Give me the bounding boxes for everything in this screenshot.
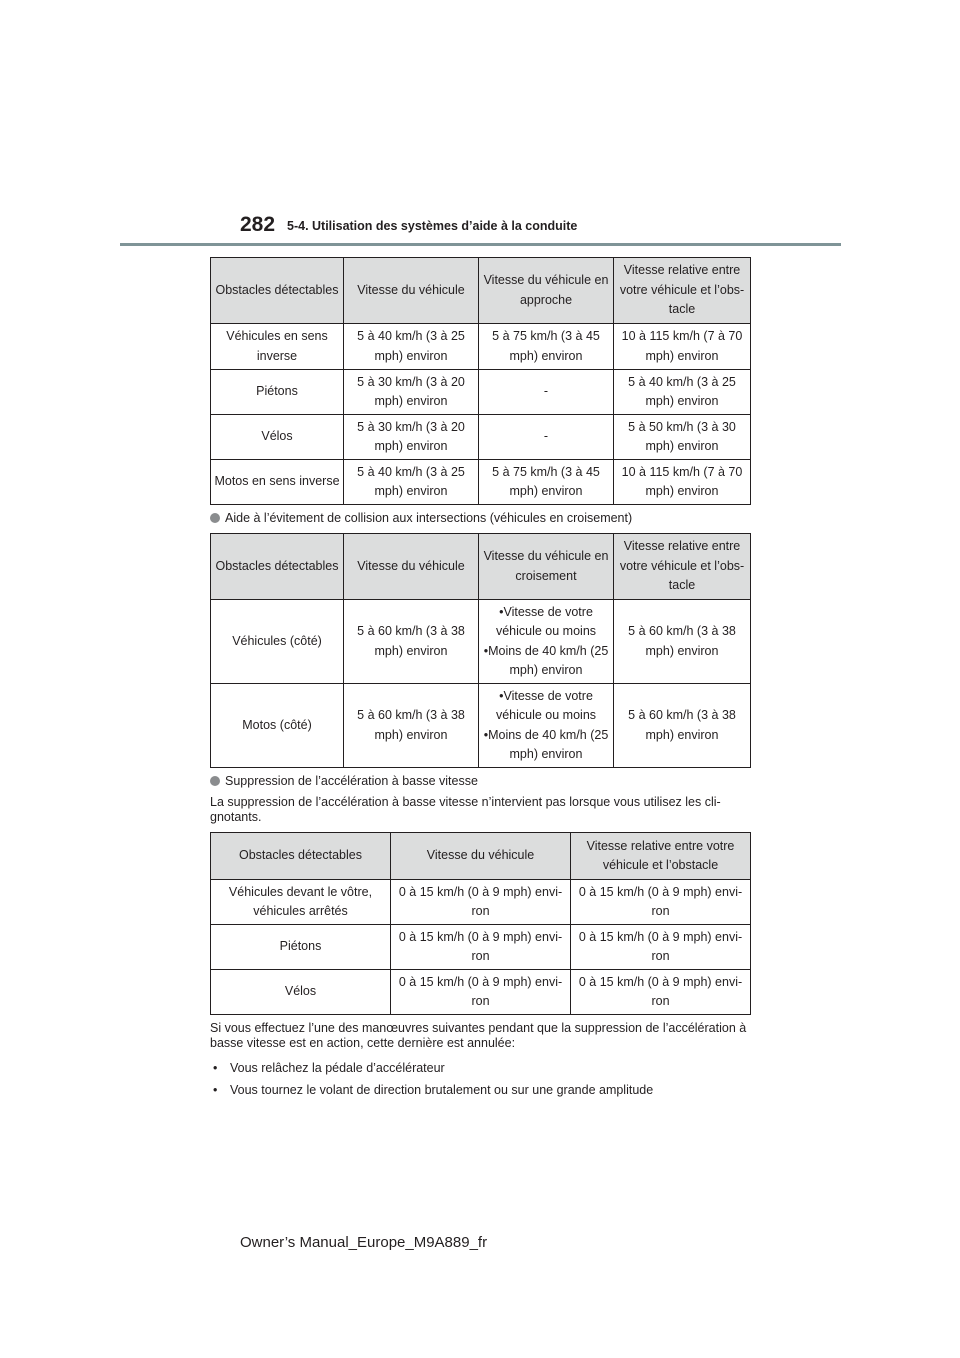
column-header: Obstacles détectables (211, 258, 344, 324)
table-cell (479, 684, 614, 768)
table-cell: 5 à 30 km/h (3 à 20 mph) environ (344, 415, 479, 460)
table-header-row (211, 534, 751, 600)
table-cell: 5 à 30 km/h (3 à 20 mph) environ (344, 370, 479, 415)
table-row (211, 600, 751, 684)
list-item: •Moins de 40 km/h (25 mph) environ (483, 727, 609, 761)
cancel-conditions-paragraph: Si vous effectuez l’une des manœuvres suivantes pendant que la suppression de l’accélération à basse vitesse est en action, cette dernière est annulée: (210, 1021, 747, 1050)
table-header-row (211, 258, 751, 324)
table-cell: Vélos (211, 970, 391, 1015)
table-cell: 5 à 75 km/h (3 à 45 mph) environ (479, 324, 614, 370)
table-header-row (211, 833, 751, 880)
table-cell: 5 à 40 km/h (3 à 25 mph) environ (614, 370, 751, 415)
list-item (213, 1061, 445, 1075)
table-cell: 10 à 115 km/h (7 à 70 mph) environ (614, 324, 751, 370)
cell-list (481, 603, 611, 681)
cell-list (481, 687, 611, 765)
table-cell: 0 à 15 km/h (0 à 9 mph) envi-ron (571, 970, 751, 1015)
table-cell: 0 à 15 km/h (0 à 9 mph) envi-ron (391, 925, 571, 970)
table-row (211, 324, 751, 370)
table-cell: Véhicules (côté) (211, 600, 344, 684)
table-cell: Véhicules devant le vôtre, véhicules arrêtés (211, 880, 391, 925)
list-item (213, 1083, 653, 1097)
list-item: •Vitesse de votre véhicule ou moins (495, 604, 597, 638)
column-header: Vitesse du véhicule (344, 534, 479, 600)
table-cell: 5 à 40 km/h (3 à 25 mph) environ (344, 460, 479, 505)
table-cell: Piétons (211, 925, 391, 970)
table-low-speed (210, 832, 751, 1015)
table-cell: 5 à 60 km/h (3 à 38 mph) environ (614, 684, 751, 768)
table-row (211, 970, 751, 1015)
column-header: Vitesse du véhicule en croisement (479, 534, 614, 600)
table-cell: 5 à 60 km/h (3 à 38 mph) environ (344, 600, 479, 684)
section-heading-text: Aide à l’évitement de collision aux intersections (véhicules en croisement) (225, 511, 633, 525)
table-cell: 5 à 40 km/h (3 à 25 mph) environ (344, 324, 479, 370)
column-header: Vitesse relative entre votre véhicule et l’obstacle (571, 833, 751, 880)
section-heading-intersection (210, 511, 632, 525)
bullet-marker: • (213, 1083, 218, 1097)
table-cell: Véhicules en sens inverse (211, 324, 344, 370)
table-cell: - (479, 415, 614, 460)
table-row (211, 684, 751, 768)
table-oncoming (210, 257, 751, 505)
table-cell: Motos (côté) (211, 684, 344, 768)
table-cell: Vélos (211, 415, 344, 460)
bullet-marker: • (213, 1061, 218, 1075)
table-row (211, 415, 751, 460)
table-cell: - (479, 370, 614, 415)
list-item-text: Vous tournez le volant de direction brutalement ou sur une grande amplitude (230, 1083, 654, 1097)
table-cell: 0 à 15 km/h (0 à 9 mph) envi-ron (391, 970, 571, 1015)
list-item: •Vitesse de votre véhicule ou moins (495, 688, 597, 722)
bullet-dot-icon (210, 513, 220, 523)
table-row (211, 370, 751, 415)
section-heading-low-speed (210, 774, 478, 788)
table-cell: Motos en sens inverse (211, 460, 344, 505)
column-header: Obstacles détectables (211, 833, 391, 880)
table-cell (479, 600, 614, 684)
column-header: Vitesse du véhicule en approche (479, 258, 614, 324)
table-cell: 5 à 60 km/h (3 à 38 mph) environ (614, 600, 751, 684)
low-speed-paragraph: La suppression de l’accélération à basse vitesse n’intervient pas lorsque vous utilisez les cli-gnotants. (210, 795, 721, 824)
section-heading-text: Suppression de l’accélération à basse vitesse (225, 774, 478, 788)
table-cell: 0 à 15 km/h (0 à 9 mph) envi-ron (571, 880, 751, 925)
column-header: Vitesse relative entre votre véhicule et l’obs-tacle (614, 534, 751, 600)
table-cell: 0 à 15 km/h (0 à 9 mph) envi-ron (571, 925, 751, 970)
table-cell: 5 à 75 km/h (3 à 45 mph) environ (479, 460, 614, 505)
table-cell: 0 à 15 km/h (0 à 9 mph) envi-ron (391, 880, 571, 925)
section-title: 5-4. Utilisation des systèmes d’aide à la conduite (287, 219, 578, 233)
page-number: 282 (240, 213, 276, 236)
column-header: Vitesse du véhicule (344, 258, 479, 324)
table-cell: 5 à 50 km/h (3 à 30 mph) environ (614, 415, 751, 460)
table-row (211, 880, 751, 925)
table-row (211, 460, 751, 505)
table-crossing (210, 533, 751, 768)
table-cell: 5 à 60 km/h (3 à 38 mph) environ (344, 684, 479, 768)
column-header: Vitesse relative entre votre véhicule et l’obs-tacle (614, 258, 751, 324)
list-item: •Moins de 40 km/h (25 mph) environ (483, 643, 609, 677)
header-rule (120, 243, 841, 246)
footer-manual-id: Owner’s Manual_Europe_M9A889_fr (240, 1234, 488, 1251)
bullet-dot-icon (210, 776, 220, 786)
column-header: Vitesse du véhicule (391, 833, 571, 880)
table-cell: 10 à 115 km/h (7 à 70 mph) environ (614, 460, 751, 505)
list-item-text: Vous relâchez la pédale d’accélérateur (230, 1061, 445, 1075)
column-header: Obstacles détectables (211, 534, 344, 600)
table-cell: Piétons (211, 370, 344, 415)
table-row (211, 925, 751, 970)
